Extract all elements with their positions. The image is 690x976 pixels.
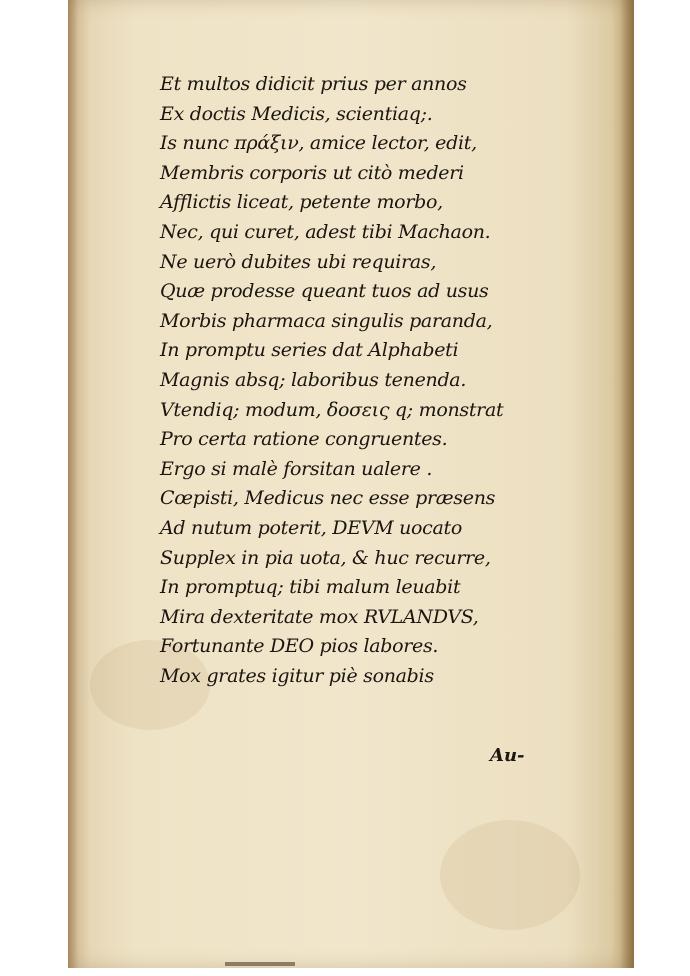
poem-line: Ergo si malè forsitan ualere . <box>160 457 433 480</box>
poem-line: Membris corporis ut citò mederi <box>160 161 464 184</box>
poem-text <box>160 70 570 691</box>
poem-line: Supplex in pia uota, & huc recurre, <box>160 546 491 569</box>
page-edge-shadow <box>620 0 634 968</box>
poem-line: Morbis pharmaca singulis paranda, <box>160 309 493 332</box>
poem-line: Afflictis liceat, petente morbo, <box>160 191 443 214</box>
poem-line: Et multos didicit prius per annos <box>160 73 467 95</box>
page-bottom-mark <box>225 962 295 966</box>
poem-line: Cœpisti, Medicus nec esse præsens <box>160 487 496 510</box>
paper-stain <box>440 820 580 930</box>
poem-line: Magnis absq; laboribus tenenda. <box>160 368 467 391</box>
poem-line: In promptuq; tibi malum leuabit <box>160 576 461 599</box>
poem-line: Pro certa ratione congruentes. <box>160 428 448 451</box>
poem-line: Nec, qui curet, adest tibi Machaon. <box>160 220 491 243</box>
poem-line: Ex doctis Medicis, scientiaq;. <box>160 102 433 125</box>
poem-line: In promptu series dat Alphabeti <box>160 339 459 362</box>
catchword: Au- <box>490 745 525 766</box>
poem-line: Is nunc πράξιν, amice lector, edit, <box>160 132 477 155</box>
poem-line: Mira dexteritate mox RVLANDVS, <box>160 605 479 628</box>
poem-line: Fortunante DEO pios labores. <box>160 635 439 658</box>
poem-line: Vtendiq; modum, δοσεις q; monstrat <box>160 398 504 421</box>
poem-line: Quæ prodesse queant tuos ad usus <box>160 280 489 303</box>
poem-line: Ad nutum poterit, DEVM uocato <box>160 516 463 539</box>
poem-line: Mox grates igitur piè sonabis <box>160 664 434 687</box>
page-gutter-shadow <box>68 0 78 968</box>
poem-line: Ne uerò dubites ubi requiras, <box>160 250 437 273</box>
